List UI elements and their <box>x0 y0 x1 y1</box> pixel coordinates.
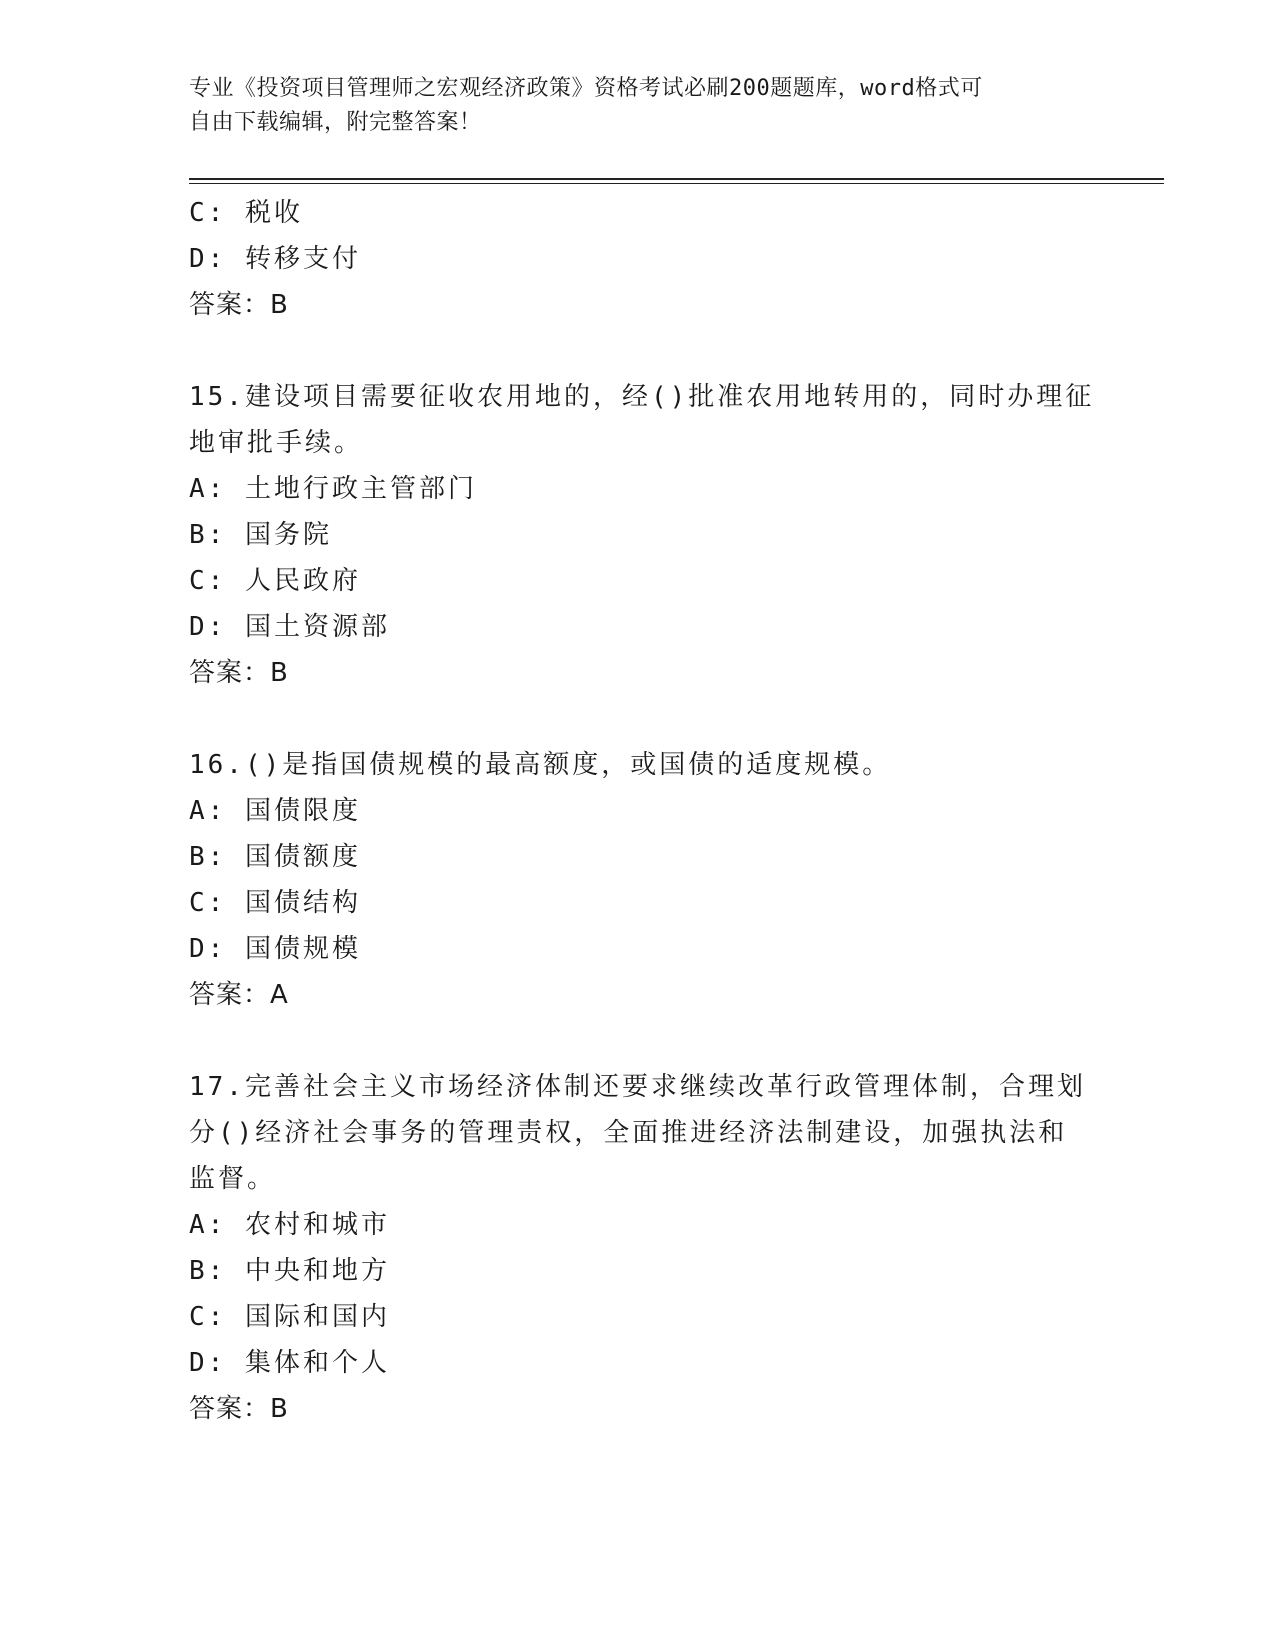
option-b: B: 中央和地方 <box>189 1256 390 1286</box>
question-15 <box>189 374 1095 696</box>
question-17 <box>189 1064 1089 1432</box>
document-body <box>189 190 1095 1432</box>
question-text: 监督。 <box>189 1164 277 1194</box>
page-header <box>189 72 1069 140</box>
spacer <box>189 696 1089 742</box>
answer-line: 答案：B <box>189 290 289 320</box>
option-d: D: 集体和个人 <box>189 1348 390 1378</box>
question-16 <box>189 742 1089 1018</box>
header-line-2: 自由下载编辑，附完整答案！ <box>189 110 482 135</box>
option-a: A: 国债限度 <box>189 796 361 826</box>
option-c: C: 税收 <box>189 198 303 228</box>
question-14-fragment <box>189 190 1089 328</box>
header-line-1: 专业《投资项目管理师之宏观经济政策》资格考试必刷200题题库，word格式可 <box>189 76 983 101</box>
spacer <box>189 328 1089 374</box>
question-text: 分()经济社会事务的管理责权，全面推进经济法制建设，加强执法和 <box>189 1118 1068 1148</box>
answer-line: 答案：B <box>189 1394 289 1424</box>
option-d: D: 国债规模 <box>189 934 361 964</box>
option-a: A: 农村和城市 <box>189 1210 390 1240</box>
question-text: 地审批手续。 <box>189 428 364 458</box>
option-c: C: 国际和国内 <box>189 1302 390 1332</box>
answer-line: 答案：B <box>189 658 289 688</box>
header-rule-thick <box>189 178 1164 180</box>
option-d: D: 转移支付 <box>189 244 361 274</box>
option-c: C: 国债结构 <box>189 888 361 918</box>
option-b: B: 国务院 <box>189 520 332 550</box>
question-text: 17.完善社会主义市场经济体制还要求继续改革行政管理体制，合理划 <box>189 1072 1086 1102</box>
spacer <box>189 1018 1089 1064</box>
option-c: C: 人民政府 <box>189 566 361 596</box>
option-a: A: 土地行政主管部门 <box>189 474 477 504</box>
question-text: 16.()是指国债规模的最高额度，或国债的适度规模。 <box>189 750 892 780</box>
header-rule-thin <box>189 183 1164 184</box>
option-b: B: 国债额度 <box>189 842 361 872</box>
question-text: 15.建设项目需要征收农用地的，经()批准农用地转用的，同时办理征 <box>189 382 1095 412</box>
option-d: D: 国土资源部 <box>189 612 390 642</box>
answer-line: 答案：A <box>189 980 289 1010</box>
